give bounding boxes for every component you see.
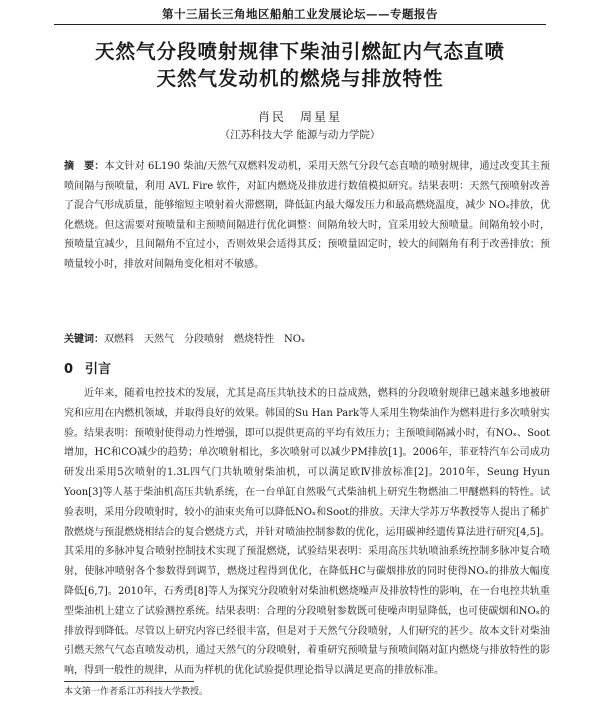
running-header: 第十三届长三角地区船舶工业发展论坛——专题报告 (162, 7, 438, 21)
abstract (64, 157, 550, 274)
section-title: 引言 (85, 362, 112, 377)
paper-title-line-1: 天然气分段喷射规律下柴油引燃缸内气态直喷 (94, 40, 505, 63)
authors: 肖民 周星星 (257, 110, 342, 124)
paper-title (40, 38, 560, 92)
keywords-text: 双燃料 天然气 分段喷射 燃烧特性 NOₓ (104, 334, 306, 345)
section-number: 0 (64, 362, 74, 377)
section-heading-introduction (64, 358, 111, 377)
abstract-label: 摘 要： (64, 161, 105, 172)
abstract-text: 本文针对 6L190 柴油/天然气双燃料发动机，采用天然气分段气态直喷的喷射规律，通过改变其主预喷间隔与预喷量，利用 AVL Fire 软件，对缸内燃烧及排放进行数值模拟研究。结果表明：天然气预喷射改善了混合气形成质量，能够缩短主喷射着火滞燃期，降低缸内最大爆发压力和最高燃烧温度，减少 NOₓ排放，优化燃烧。但这需要对预喷量和主预喷间隔进行优化调整：间隔角较大时，宜采用较大预喷量。间隔角较小时，预喷量宜减少，且间隔角不宜过小，否则效果会适得其反；预喷量固定时，较大的间隔角有利于改善排放；预喷量较小时，排放对间隔角变化相对不敏感。 (64, 161, 550, 270)
footnote: 本文第一作者系江苏科技大学教授。 (64, 687, 209, 697)
affiliation: （江苏科技大学 能源与动力学院） (219, 129, 381, 141)
keywords-label: 关键词： (64, 334, 104, 345)
header-rule (54, 24, 546, 25)
introduction-paragraph: 近年来，随着电控技术的发展，尤其是高压共轨技术的日益成熟，燃料的分段喷射规律已越来越多地被研究和应用在内燃机领域，并取得良好的效果。韩国的Su Han Park等人采用生物柴油作为燃料进行多次喷射实验。结果表明：预喷射使得动力性增强，即可以提供更高的平均有效压力；主预喷间隔减小时，有NOₓ、Soot增加，HC和CO减少的趋势；单次喷射相比，多次喷射可以减少PM排放[1]。2006年，菲亚特汽车公司成功研发出采用5次喷射的1.3L四气门共轨喷射柴油机，可以满足欧Ⅳ排放标准[2]。2010年，Seung Hyun Yoon[3]等人基于柴油机高压共轨系统，在一台单缸自然吸气式柴油机上研究生物燃油二甲醚燃料的特性。试验表明，采用分段喷射时，较小的油束夹角可以降低NOₓ和Soot的排放。天津大学苏万华教授等人提出了稀扩散燃烧与预混燃烧相结合的复合燃烧方式，并针对喷油控制参数的优化，运用碳神经遗传算法进行研究[4,5]。其采用的多脉冲复合喷射控制技术实现了预混燃烧，试验结果表明：采用高压共轨喷油系统控制多脉冲复合喷射，使脉冲喷射各个参数得到调节，燃烧过程得到优化，在降低HC与碳烟排放的同时使得NOₓ的排放大幅度降低[6,7]。2010年，石秀勇[8]等人为探究分段喷射对柴油机燃烧噪声及排放特性的影响，在一台电控共轨重型柴油机上建立了试验测控系统。结果表明：合理的分段喷射参数既可使噪声明显降低，也可使碳烟和NOₓ的排放得到降低。尽管以上研究内容已经很丰富，但是对于天然气分段喷射，人们研究的甚少。故本文针对柴油引燃天然气气态直喷发动机，通过天然气的分段喷射，着重研究预喷量与预喷间隔对缸内燃烧与排放特性的影响，得到一般性的规律，从而为样机的优化试验提供理论指导以满足更高的排放标准。 (64, 388, 550, 677)
keywords (64, 332, 550, 348)
footnote-rule (64, 681, 194, 682)
paper-title-line-2: 天然气发动机的燃烧与排放特性 (156, 67, 444, 90)
